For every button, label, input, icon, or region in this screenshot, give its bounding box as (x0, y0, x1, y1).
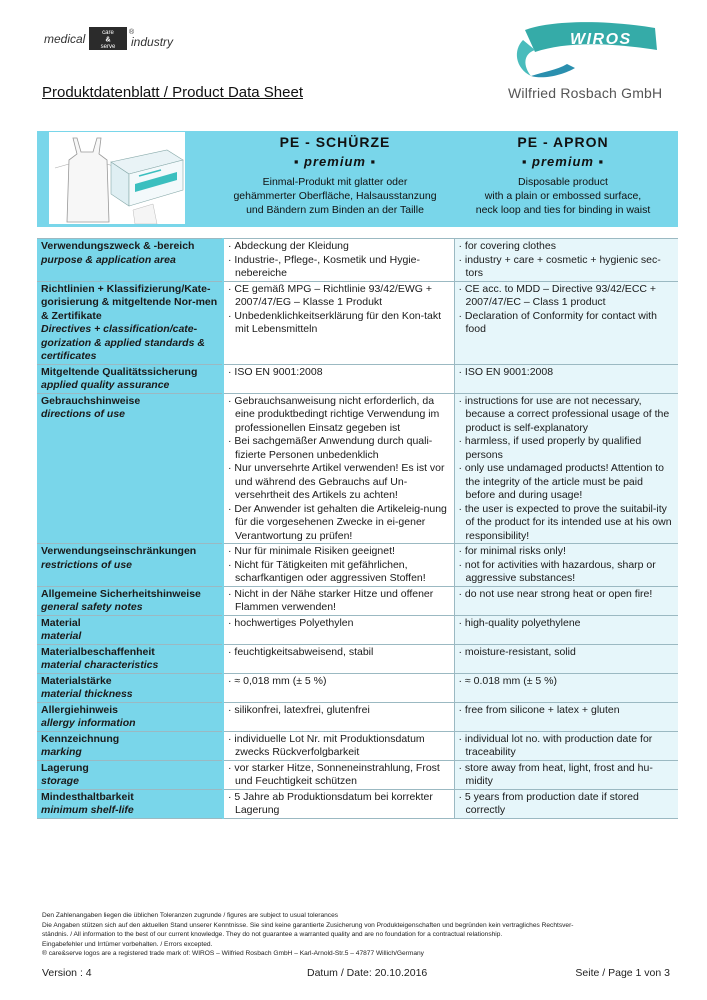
spec-label-de: Verwendungszweck & -bereich (41, 240, 195, 252)
spec-value-de (223, 760, 454, 789)
spec-value-en (454, 673, 678, 702)
page-number: Seite / Page 1 von 3 (575, 967, 670, 979)
description-line: Einmal-Produkt mit glatter oder (262, 176, 408, 188)
svg-text:WIROS: WIROS (570, 31, 632, 48)
bullet-item: · CE acc. to MDD – Directive 93/42/ECC + 2007/47/EC – Class 1 product (459, 283, 675, 310)
svg-text:care: care (102, 30, 114, 36)
spec-value-de (223, 789, 454, 818)
spec-value-en (454, 615, 678, 644)
product-variant-de: ▪ premium ▪ (293, 154, 377, 169)
bullet-item: · Nur unversehrte Artikel verwenden! Es ist vor und während des Gebrauchs auf Un-versehrtheit des Artikels zu achten! (228, 462, 450, 503)
spec-value-en (454, 239, 678, 282)
bullet-list (459, 733, 675, 760)
spec-value-en (454, 364, 678, 393)
bullet-list (228, 646, 450, 660)
bullet-list (228, 588, 450, 615)
bullet-item: · industry + care + cosmetic + hygienic sec-tors (459, 254, 675, 281)
bullet-list (459, 283, 675, 337)
bullet-item: · 5 years from production date if stored correctly (459, 791, 675, 818)
apron-product-image (49, 132, 185, 224)
description-line: Disposable product (518, 176, 608, 188)
bullet-item: · only use undamaged products! Attention to the integrity of the article must be paid before and during usage! (459, 462, 675, 503)
bullet-item: · Bei sachgemäßer Anwendung durch quali-fizierte Personen unbedenklich (228, 435, 450, 462)
spec-label-de: Gebrauchshinweise (41, 394, 141, 407)
bullet-list (228, 733, 450, 760)
bullet-item: · the user is expected to prove the suitabil-ity of the product for its intended use at his own responsibility! (459, 503, 675, 544)
spec-label-de: Material (41, 616, 81, 629)
medical-care-serve-industry-logo (44, 26, 216, 52)
spec-value-de (223, 239, 454, 282)
spec-row (37, 393, 678, 544)
bullet-item: · Declaration of Conformity for contact with food (459, 310, 675, 337)
bullet-item: · ≈ 0,018 mm (± 5 %) (228, 675, 450, 689)
spec-row (37, 702, 678, 731)
product-name-en: PE - APRON (517, 134, 609, 150)
bullet-list (459, 791, 675, 818)
bullet-list (228, 675, 450, 689)
bullet-item: · high-quality polyethylene (459, 617, 675, 631)
svg-text:industry: industry (131, 35, 174, 49)
bullet-item: · Unbedenklichkeitserklärung für den Kon-takt mit Lebensmitteln (228, 310, 450, 337)
footnotes (42, 911, 672, 959)
spec-label-de: Allergiehinweis (41, 703, 119, 716)
spec-label (37, 673, 223, 702)
spec-value-en (454, 544, 678, 587)
spec-label-en: restrictions of use (41, 558, 133, 571)
svg-text:serve: serve (100, 44, 116, 50)
bullet-item: · Nicht in der Nähe starker Hitze und offener Flammen verwenden! (228, 588, 450, 615)
spec-label-en: material (41, 630, 82, 642)
product-german (218, 134, 452, 217)
spec-label (37, 364, 223, 393)
spec-value-de (223, 281, 454, 364)
spec-label-en: applied quality assurance (41, 379, 170, 391)
bullet-item: · for minimal risks only! (459, 545, 675, 559)
spec-row (37, 789, 678, 818)
bullet-item: · ISO EN 9001:2008 (459, 366, 675, 380)
bullet-list (459, 762, 675, 789)
product-description-en (450, 175, 676, 217)
bullet-list (228, 704, 450, 718)
version-label: Version : 4 (42, 967, 92, 979)
spec-value-de (223, 393, 454, 544)
svg-text:®: ® (129, 29, 135, 36)
spec-label (37, 393, 223, 544)
spec-label-en: purpose & application area (41, 253, 176, 266)
spec-label-en: marking (41, 746, 82, 758)
spec-value-en (454, 760, 678, 789)
bullet-list (228, 791, 450, 818)
bullet-item: · Nur für minimale Risiken geeignet! (228, 545, 450, 559)
spec-label-de: Mindesthaltbarkeit (41, 790, 134, 803)
bullet-item: · Gebrauchsanweisung nicht erforderlich, da eine produktbedingt richtige Verwendung im professionellen Einsatz gegeben ist (228, 395, 450, 436)
spec-value-de (223, 673, 454, 702)
product-english (450, 134, 676, 217)
svg-text:medical: medical (44, 32, 86, 46)
spec-row (37, 586, 678, 615)
spec-label-en: material thickness (41, 688, 133, 700)
bullet-item: · 5 Jahre ab Produktionsdatum bei korrekter Lagerung (228, 791, 450, 818)
spec-value-de (223, 644, 454, 673)
spec-label (37, 281, 223, 364)
footnote-line: Den Zahlenangaben liegen die üblichen Toleranzen zugrunde / figures are subject to usual tolerances (42, 912, 339, 919)
bullet-list (228, 240, 450, 281)
bullet-list (228, 762, 450, 789)
spec-label-en: allergy information (41, 717, 136, 729)
description-line: gehämmerter Oberfläche, Halsausstanzung (233, 190, 437, 202)
spec-label-de: Kennzeichnung (41, 732, 120, 745)
spec-label-de: Verwendungseinschränkungen (41, 545, 197, 557)
bullet-list (459, 617, 675, 631)
spec-row (37, 239, 678, 282)
spec-value-en (454, 586, 678, 615)
footnote-line: ® care&serve logos are a registered trade mark of: WIROS – Wilfried Rosbach GmbH – Karl-Arnold-Str.5 – 47877 Willich/Germany (42, 950, 424, 957)
spec-row (37, 364, 678, 393)
bullet-item: · Industrie-, Pflege-, Kosmetik und Hygie-nebereiche (228, 254, 450, 281)
spec-label (37, 789, 223, 818)
spec-value-de (223, 731, 454, 760)
spec-row (37, 281, 678, 364)
spec-label-en: Directives + classification/cate-gorization & applied standards & certificates (41, 323, 205, 362)
spec-label-en: directions of use (41, 408, 126, 420)
bullet-item: · for covering clothes (459, 240, 675, 254)
description-line: und Bändern zum Binden an der Taille (246, 204, 424, 216)
bullet-item: · free from silicone + latex + gluten (459, 704, 675, 718)
bullet-list (459, 704, 675, 718)
spec-value-en (454, 731, 678, 760)
spec-label-de: Allgemeine Sicherheitshinweise (41, 587, 201, 600)
bullet-item: · Der Anwender ist gehalten die Artikeleig-nung für die vorgesehenen Zwecke in ei-gener Verantwortung zu prüfen! (228, 503, 450, 544)
spec-value-en (454, 393, 678, 544)
spec-label-de: Materialbeschaffenheit (41, 645, 155, 658)
spec-label-de: Mitgeltende Qualitätssicherung (41, 365, 198, 378)
spec-value-en (454, 789, 678, 818)
spec-label (37, 702, 223, 731)
spec-label-en: material characteristics (41, 659, 159, 671)
spec-label (37, 731, 223, 760)
spec-value-de (223, 586, 454, 615)
spec-label-de: Richtlinien + Klassifizierung/Kate-gorisierung & mitgeltende Nor-men & Zertifikate (41, 282, 218, 322)
bullet-item: · instructions for use are not necessary, because a correct professional usage of the product is self-explanatory (459, 395, 675, 436)
bullet-list (459, 588, 675, 602)
spec-row (37, 731, 678, 760)
product-variant-en: ▪ premium ▪ (521, 154, 605, 169)
bullet-item: · store away from heat, light, frost and hu-midity (459, 762, 675, 789)
spec-label-en: storage (41, 775, 79, 787)
svg-text:&: & (105, 36, 111, 44)
wiros-logo (505, 20, 665, 80)
spec-label-en: minimum shelf-life (41, 804, 134, 816)
spec-row (37, 544, 678, 587)
spec-label-de: Materialstärke (41, 674, 112, 687)
spec-label (37, 760, 223, 789)
footnote-line: Die Angaben stützen sich auf den aktuellen Stand unserer Kenntnisse. Sie sind keine garantierte Zusicherung von Produkteigenschaften und begründen kein vertragliches Rechtsver- (42, 921, 574, 929)
bullet-list (228, 395, 450, 544)
spec-value-en (454, 281, 678, 364)
bullet-list (459, 240, 675, 281)
bullet-item: · harmless, if used properly by qualified persons (459, 435, 675, 462)
spec-value-de (223, 544, 454, 587)
bullet-list (459, 545, 675, 586)
spec-label (37, 644, 223, 673)
spec-row (37, 644, 678, 673)
spec-label-de: Lagerung (41, 761, 89, 774)
bullet-item: · vor starker Hitze, Sonneneinstrahlung, Frost und Feuchtigkeit schützen (228, 762, 450, 789)
bullet-item: · individuelle Lot Nr. mit Produktionsdatum zwecks Rückverfolgbarkeit (228, 733, 450, 760)
bullet-item: · Nicht für Tätigkeiten mit gefährlichen, scharfkantigen oder aggressiven Stoffen! (228, 559, 450, 586)
bullet-item: · Abdeckung der Kleidung (228, 240, 450, 254)
bullet-list (459, 675, 675, 689)
document-title: Produktdatenblatt / Product Data Sheet (42, 84, 303, 101)
spec-row (37, 760, 678, 789)
bullet-item: · individual lot no. with production date for traceability (459, 733, 675, 760)
date-label: Datum / Date: 20.10.2016 (307, 967, 428, 979)
spec-label (37, 586, 223, 615)
bullet-list (459, 395, 675, 544)
description-line: with a plain or embossed surface, (484, 190, 642, 202)
footnote-line: ständnis. / All information to the best of our current knowledge. They do not guarantee a warranted quality and are no foundation for a contractual relationship. (42, 931, 503, 938)
bullet-item: · not for activities with hazardous, sharp or aggressive substances! (459, 559, 675, 586)
spec-value-de (223, 615, 454, 644)
spec-row (37, 615, 678, 644)
spec-value-de (223, 364, 454, 393)
spec-label (37, 615, 223, 644)
product-description-de (218, 175, 452, 217)
bullet-item: · hochwertiges Polyethylen (228, 617, 450, 631)
bullet-item: · ≈ 0.018 mm (± 5 %) (459, 675, 675, 689)
bullet-list (228, 366, 450, 380)
description-line: neck loop and ties for binding in waist (475, 204, 651, 216)
spec-label-en: general safety notes (41, 601, 143, 613)
spec-label (37, 544, 223, 587)
spec-row (37, 673, 678, 702)
bullet-list (228, 283, 450, 337)
bullet-item: · moisture-resistant, solid (459, 646, 675, 660)
bullet-item: · feuchtigkeitsabweisend, stabil (228, 646, 450, 660)
specification-table (37, 238, 678, 819)
bullet-item: · silikonfrei, latexfrei, glutenfrei (228, 704, 450, 718)
spec-value-en (454, 644, 678, 673)
bullet-list (459, 646, 675, 660)
bullet-item: · do not use near strong heat or open fire! (459, 588, 675, 602)
footnote-line: Eingabefehler und Irrtümer vorbehalten. / Errors excepted. (42, 940, 213, 948)
spec-value-en (454, 702, 678, 731)
bullet-item: · CE gemäß MPG – Richtlinie 93/42/EWG + 2007/47/EG – Klasse 1 Produkt (228, 283, 450, 310)
company-name: Wilfried Rosbach GmbH (508, 85, 663, 101)
bullet-item: · ISO EN 9001:2008 (228, 366, 450, 380)
bullet-list (459, 366, 675, 380)
spec-value-de (223, 702, 454, 731)
bullet-list (228, 617, 450, 631)
spec-label (37, 239, 223, 282)
bullet-list (228, 545, 450, 586)
product-name-de: PE - SCHÜRZE (279, 134, 391, 150)
